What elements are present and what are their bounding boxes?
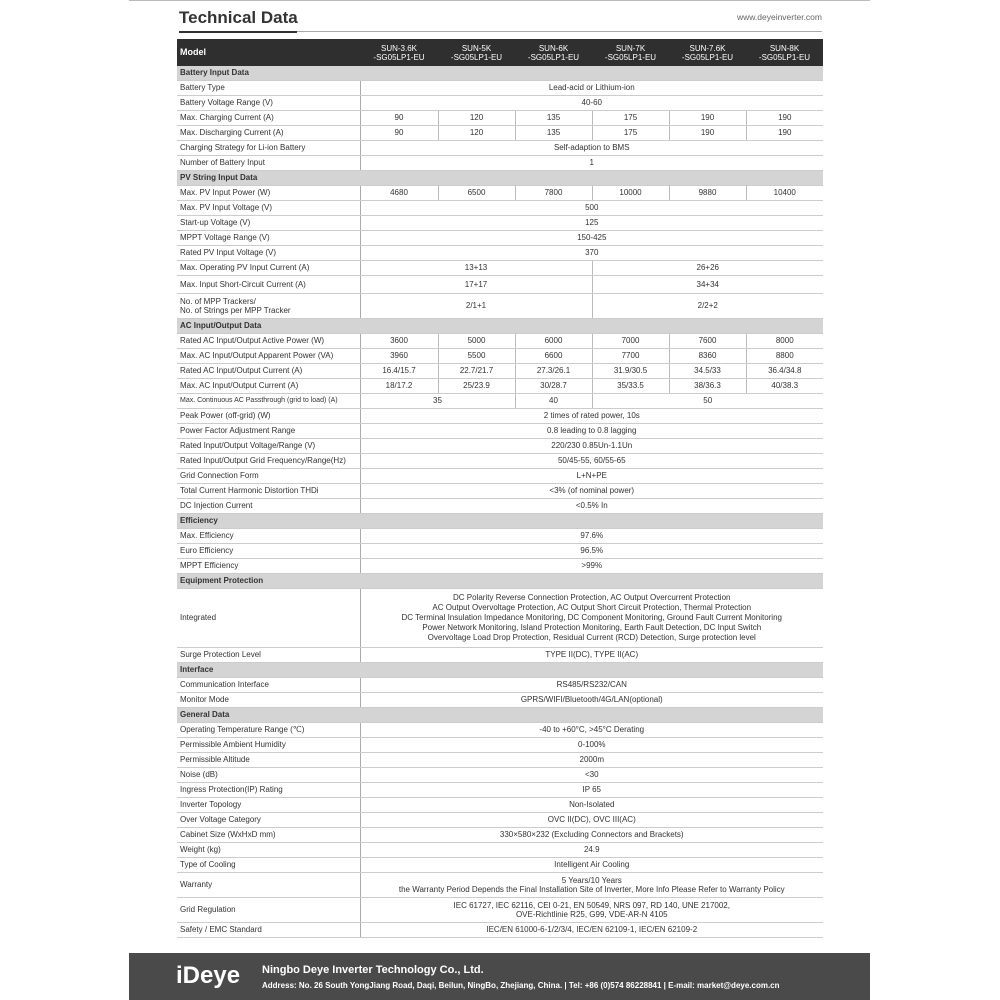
table-row [177, 379, 823, 394]
table-row [177, 231, 823, 246]
table-row [177, 364, 823, 379]
row-label: Integrated [177, 589, 360, 648]
title-underline [179, 31, 297, 33]
row-label: Over Voltage Category [177, 813, 360, 828]
cell: 7600 [669, 334, 746, 349]
cell: 7700 [592, 349, 669, 364]
table-row [177, 81, 823, 96]
section-header: Equipment Protection [177, 574, 823, 589]
table-row [177, 923, 823, 938]
row-value: Self-adaption to BMS [360, 141, 823, 156]
table-row [177, 409, 823, 424]
row-label: Power Factor Adjustment Range [177, 424, 360, 439]
header-rule [297, 31, 822, 32]
row-value: IP 65 [360, 783, 823, 798]
table-row [177, 439, 823, 454]
row-label: Max. AC Input/Output Apparent Power (VA) [177, 349, 360, 364]
row-value: DC Polarity Reverse Connection Protection, AC Output Overcurrent Protection AC Output Overvoltage Protection, AC Output Short Circuit Protection, Thermal Protection DC Terminal Insulation Impedance Monitoring, DC Component Monitoring, Ground Fault Current Monitoring Power Network Monitoring, Island Protection Monitoring, Earth Fault Detection, DC Input Switch Overvoltage Load Drop Protection, Residual Current (RCD) Detection, Surge protection level [360, 589, 823, 648]
cell: 3600 [360, 334, 438, 349]
row-label: Rated Input/Output Grid Frequency/Range(Hz) [177, 454, 360, 469]
table-row [177, 798, 823, 813]
cell: 6500 [438, 186, 515, 201]
row-value: 97.6% [360, 529, 823, 544]
table-row [177, 544, 823, 559]
table-row [177, 813, 823, 828]
cell: 135 [515, 111, 592, 126]
row-label: Rated AC Input/Output Active Power (W) [177, 334, 360, 349]
table-row [177, 873, 823, 898]
row-value: 40-60 [360, 96, 823, 111]
table-row [177, 738, 823, 753]
section-header: AC Input/Output Data [177, 319, 823, 334]
spec-table [177, 39, 823, 938]
cell: 90 [360, 126, 438, 141]
table-row [177, 499, 823, 514]
row-value: 500 [360, 201, 823, 216]
top-rule [129, 0, 870, 1]
row-value: 0.8 leading to 0.8 lagging [360, 424, 823, 439]
cell: 9880 [669, 186, 746, 201]
cell: 18/17.2 [360, 379, 438, 394]
cell: 31.9/30.5 [592, 364, 669, 379]
cell: 34+34 [592, 276, 823, 294]
table-row [177, 559, 823, 574]
row-label: Permissible Ambient Humidity [177, 738, 360, 753]
cell: 22.7/21.7 [438, 364, 515, 379]
row-label: Battery Type [177, 81, 360, 96]
model-name: SUN-7K -SG05LP1-EU [592, 39, 669, 66]
page-title: Technical Data [179, 8, 298, 27]
cell: 38/36.3 [669, 379, 746, 394]
row-value: 220/230 0.85Un-1.1Un [360, 439, 823, 454]
row-value: IEC/EN 61000-6-1/2/3/4, IEC/EN 62109-1, IEC/EN 62109-2 [360, 923, 823, 938]
row-label: Noise (dB) [177, 768, 360, 783]
row-label: Permissible Altitude [177, 753, 360, 768]
row-label: DC Injection Current [177, 499, 360, 514]
cell: 8800 [746, 349, 823, 364]
cell: 190 [746, 126, 823, 141]
cell: 10400 [746, 186, 823, 201]
cell: 16.4/15.7 [360, 364, 438, 379]
row-value: 50/45-55, 60/55-65 [360, 454, 823, 469]
row-value: GPRS/WIFI/Bluetooth/4G/LAN(optional) [360, 693, 823, 708]
row-value: 0-100% [360, 738, 823, 753]
row-label: Weight (kg) [177, 843, 360, 858]
cell: 34.5/33 [669, 364, 746, 379]
cell: 120 [438, 111, 515, 126]
cell: 4680 [360, 186, 438, 201]
cell: 175 [592, 111, 669, 126]
row-value: 5 Years/10 Years the Warranty Period Depends the Final Installation Site of Inverter, More Info Please Refer to Warranty Policy [360, 873, 823, 898]
table-row [177, 678, 823, 693]
row-value: 330×580×232 (Excluding Connectors and Brackets) [360, 828, 823, 843]
row-label: Safety / EMC Standard [177, 923, 360, 938]
cell: 26+26 [592, 261, 823, 276]
row-label: Inverter Topology [177, 798, 360, 813]
section-header: Battery Input Data [177, 66, 823, 81]
table-row [177, 334, 823, 349]
row-value: RS485/RS232/CAN [360, 678, 823, 693]
table-row [177, 394, 823, 409]
row-label: Battery Voltage Range (V) [177, 96, 360, 111]
row-label: Max. AC Input/Output Current (A) [177, 379, 360, 394]
row-value: 1 [360, 156, 823, 171]
table-row [177, 589, 823, 648]
cell: 190 [669, 126, 746, 141]
table-row [177, 898, 823, 923]
table-row [177, 484, 823, 499]
cell: 35 [360, 394, 515, 409]
cell: 30/28.7 [515, 379, 592, 394]
table-row [177, 276, 823, 294]
table-row [177, 141, 823, 156]
cell: 6000 [515, 334, 592, 349]
cell: 8360 [669, 349, 746, 364]
table-row [177, 648, 823, 663]
row-value: 125 [360, 216, 823, 231]
row-label: Grid Regulation [177, 898, 360, 923]
row-value: TYPE II(DC), TYPE II(AC) [360, 648, 823, 663]
row-value: <30 [360, 768, 823, 783]
row-value: 370 [360, 246, 823, 261]
row-value: 2000m [360, 753, 823, 768]
row-label: Max. Efficiency [177, 529, 360, 544]
row-label: Warranty [177, 873, 360, 898]
table-row [177, 294, 823, 319]
row-value: L+N+PE [360, 469, 823, 484]
row-label: Max. Charging Current (A) [177, 111, 360, 126]
row-label: Communication Interface [177, 678, 360, 693]
row-label: Ingress Protection(IP) Rating [177, 783, 360, 798]
cell: 10000 [592, 186, 669, 201]
cell: 40/38.3 [746, 379, 823, 394]
cell: 17+17 [360, 276, 592, 294]
model-name: SUN-6K -SG05LP1-EU [515, 39, 592, 66]
table-row [177, 246, 823, 261]
row-label: No. of MPP Trackers/ No. of Strings per MPP Tracker [177, 294, 360, 319]
cell: 8000 [746, 334, 823, 349]
cell: 36.4/34.8 [746, 364, 823, 379]
deye-logo: iDeye [176, 962, 241, 989]
cell: 6600 [515, 349, 592, 364]
table-row [177, 96, 823, 111]
row-value: >99% [360, 559, 823, 574]
table-row [177, 126, 823, 141]
row-label: MPPT Voltage Range (V) [177, 231, 360, 246]
model-name: SUN-8K -SG05LP1-EU [746, 39, 823, 66]
table-row [177, 156, 823, 171]
table-row [177, 843, 823, 858]
table-row [177, 768, 823, 783]
row-value: Lead-acid or Lithium-ion [360, 81, 823, 96]
row-value: 2 times of rated power, 10s [360, 409, 823, 424]
row-label: Max. Operating PV Input Current (A) [177, 261, 360, 276]
row-label: Max. Discharging Current (A) [177, 126, 360, 141]
company-name: Ningbo Deye Inverter Technology Co., Ltd. [262, 964, 484, 976]
table-row [177, 349, 823, 364]
row-label: Start-up Voltage (V) [177, 216, 360, 231]
row-label: Rated AC Input/Output Current (A) [177, 364, 360, 379]
row-label: Surge Protection Level [177, 648, 360, 663]
cell: 175 [592, 126, 669, 141]
cell: 135 [515, 126, 592, 141]
cell: 2/2+2 [592, 294, 823, 319]
row-label: Max. Continuous AC Passthrough (grid to load) (A) [177, 394, 360, 409]
table-row [177, 201, 823, 216]
section-header: PV String Input Data [177, 171, 823, 186]
row-value: Intelligent Air Cooling [360, 858, 823, 873]
table-row [177, 469, 823, 484]
row-label: Type of Cooling [177, 858, 360, 873]
table-row [177, 858, 823, 873]
section-header: Interface [177, 663, 823, 678]
row-label: Max. PV Input Voltage (V) [177, 201, 360, 216]
cell: 35/33.5 [592, 379, 669, 394]
table-row [177, 693, 823, 708]
row-value: Non-Isolated [360, 798, 823, 813]
cell: 5500 [438, 349, 515, 364]
website-link[interactable]: www.deyeinverter.com [736, 12, 822, 22]
cell: 50 [592, 394, 823, 409]
cell: 27.3/26.1 [515, 364, 592, 379]
row-label: Operating Temperature Range (℃) [177, 723, 360, 738]
row-label: Euro Efficiency [177, 544, 360, 559]
row-value: <3% (of nominal power) [360, 484, 823, 499]
table-row [177, 186, 823, 201]
row-label: Max. PV Input Power (W) [177, 186, 360, 201]
table-row [177, 454, 823, 469]
row-value: 150-425 [360, 231, 823, 246]
model-name: SUN-7.6K -SG05LP1-EU [669, 39, 746, 66]
company-address: Address: No. 26 South YongJiang Road, Daqi, Beilun, NingBo, Zhejiang, China. | Tel: +86 (0)574 86228841 | E-mail: market@deye.com.cn [262, 981, 780, 990]
row-label: Cabinet Size (WxHxD mm) [177, 828, 360, 843]
table-row [177, 111, 823, 126]
footer-bar [129, 953, 870, 1000]
table-row [177, 828, 823, 843]
row-value: <0.5% In [360, 499, 823, 514]
cell: 40 [515, 394, 592, 409]
row-value: 24.9 [360, 843, 823, 858]
cell: 190 [669, 111, 746, 126]
section-header: Efficiency [177, 514, 823, 529]
cell: 7800 [515, 186, 592, 201]
row-label: Grid Connection Form [177, 469, 360, 484]
model-name: SUN-3.6K -SG05LP1-EU [360, 39, 438, 66]
cell: 3960 [360, 349, 438, 364]
cell: 190 [746, 111, 823, 126]
row-value: IEC 61727, IEC 62116, CEI 0-21, EN 50549, NRS 097, RD 140, UNE 217002, OVE-Richtlinie R25, G99, VDE-AR-N 4105 [360, 898, 823, 923]
row-label: Peak Power (off-grid) (W) [177, 409, 360, 424]
model-label: Model [177, 39, 360, 66]
cell: 120 [438, 126, 515, 141]
row-label: Monitor Mode [177, 693, 360, 708]
section-header: General Data [177, 708, 823, 723]
cell: 25/23.9 [438, 379, 515, 394]
model-header-row [177, 39, 823, 66]
row-label: Total Current Harmonic Distortion THDi [177, 484, 360, 499]
row-value: -40 to +60°C, >45°C Derating [360, 723, 823, 738]
row-label: Charging Strategy for Li-ion Battery [177, 141, 360, 156]
cell: 5000 [438, 334, 515, 349]
row-value: OVC II(DC), OVC III(AC) [360, 813, 823, 828]
row-label: Max. Input Short-Circuit Current (A) [177, 276, 360, 294]
row-label: MPPT Efficiency [177, 559, 360, 574]
row-label: Rated PV Input Voltage (V) [177, 246, 360, 261]
row-label: Rated Input/Output Voltage/Range (V) [177, 439, 360, 454]
table-row [177, 723, 823, 738]
cell: 90 [360, 111, 438, 126]
table-row [177, 753, 823, 768]
table-row [177, 261, 823, 276]
table-row [177, 216, 823, 231]
cell: 2/1+1 [360, 294, 592, 319]
model-name: SUN-5K -SG05LP1-EU [438, 39, 515, 66]
table-row [177, 783, 823, 798]
row-value: 96.5% [360, 544, 823, 559]
cell: 7000 [592, 334, 669, 349]
table-row [177, 529, 823, 544]
row-label: Number of Battery Input [177, 156, 360, 171]
cell: 13+13 [360, 261, 592, 276]
table-row [177, 424, 823, 439]
